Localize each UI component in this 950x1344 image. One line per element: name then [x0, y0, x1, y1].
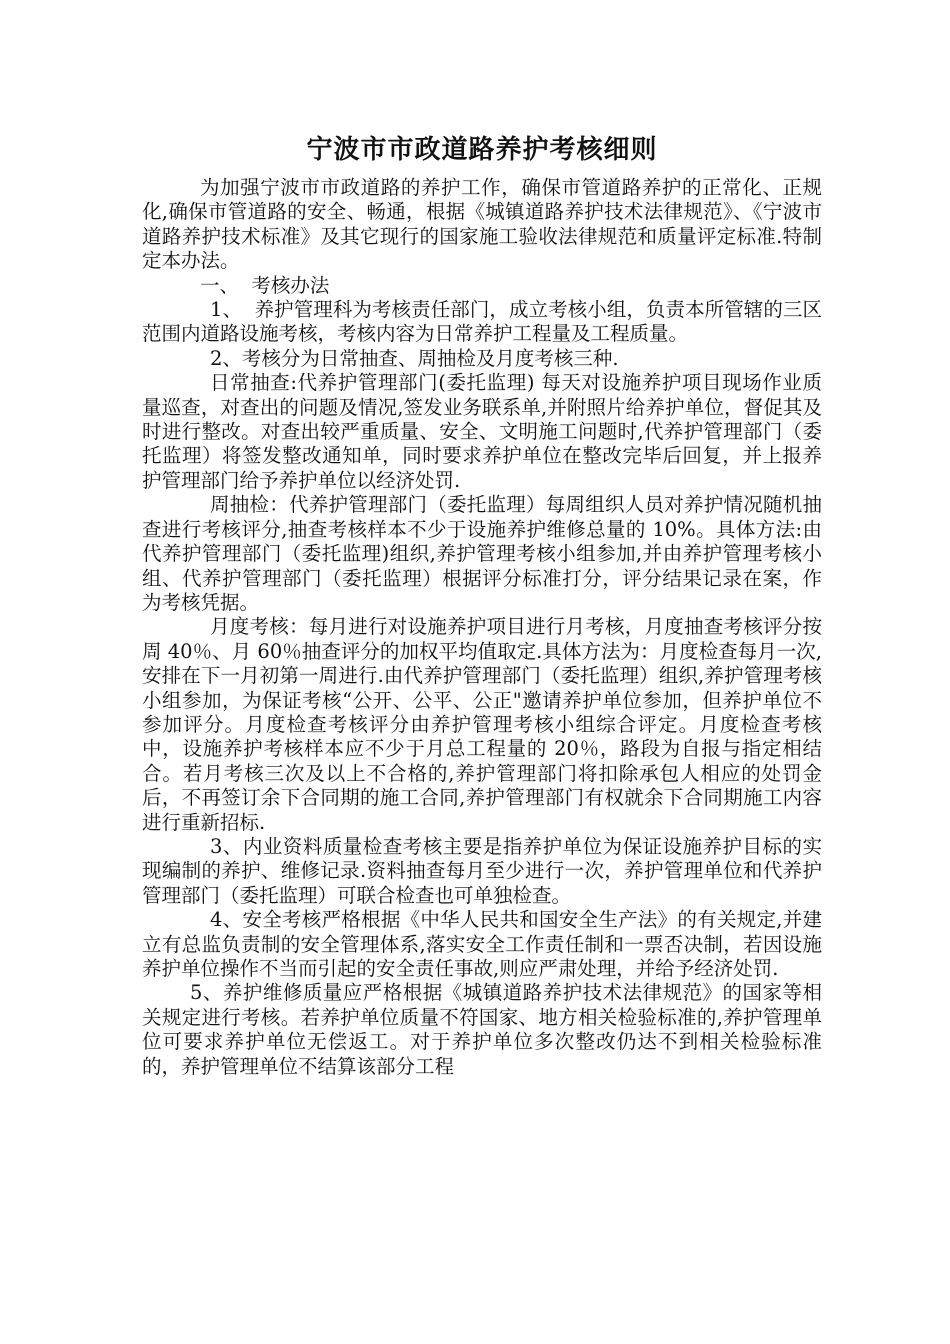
weekly-check-paragraph: 周抽检：代养护管理部门（委托监理）每周组织人员对养护情况随机抽查进行考核评分,抽查考核样本不少于设施养护维修总量的 10%。具体方法:由代养护管理部门（委托监理)组织,养护管理考核小组参加,并由养护管理考核小组、代养护管理部门（委托监理）根据评分标准打分，评分结果记录在案，作为考核凭据。: [142, 493, 822, 614]
document-title: 宁波市市政道路养护考核细则: [306, 135, 658, 165]
item-4-paragraph: 4、安全考核严格根据《中华人民共和国安全生产法》的有关规定,并建立有总监负责制的安全管理体系,落实安全工作责任制和一票否决制，若因设施养护单位操作不当而引起的安全责任事故,则应严肃处理，并给予经济处罚.: [142, 908, 822, 980]
section-heading-assessment-method: 一、 考核办法: [200, 273, 330, 297]
item-1-paragraph: 1、 养护管理科为考核责任部门，成立考核小组，负责本所管辖的三区范围内道路设施考核，考核内容为日常养护工程量及工程质量。: [142, 298, 822, 346]
daily-check-paragraph: 日常抽查:代养护管理部门(委托监理) 每天对设施养护项目现场作业质量巡查，对查出的问题及情况,签发业务联系单,并附照片给养护单位，督促其及时进行整改。对查出较严重质量、安全、文明施工问题时,代养护管理部门（委托监理）将签发整改通知单，同时要求养护单位在整改完毕后回复，并上报养护管理部门给予养护单位以经济处罚.: [142, 371, 822, 492]
intro-paragraph: 为加强宁波市市政道路的养护工作，确保市管道路养护的正常化、正规化,确保市管道路的安全、畅通，根据《城镇道路养护技术法律规范》、《宁波市道路养护技术标准》及其它现行的国家施工验收法律规范和质量评定标准.特制定本办法。: [142, 176, 822, 273]
item-3-paragraph: 3、内业资料质量检查考核主要是指养护单位为保证设施养护目标的实现编制的养护、维修记录.资料抽查每月至少进行一次，养护管理单位和代养护管理部门（委托监理）可联合检查也可单独检查。: [142, 834, 822, 907]
item-2-paragraph: 2、考核分为日常抽查、周抽检及月度考核三种.: [210, 346, 619, 370]
monthly-check-paragraph: 月度考核：每月进行对设施养护项目进行月考核，月度抽查考核评分按周 40％、月 60％抽查评分的加权平均值取定.具体方法为：月度检查每月一次,安排在下一月初第一周进行.由代养护管理部门（委托监理）组织,养护管理考核小组参加，为保证考核“公开、公平、公正"邀请养护单位参加，但养护单位不参加评分。月度检查考核评分由养护管理考核小组综合评定。月度检查考核中，设施养护考核样本应不少于月总工程量的 20％，路段为自报与指定相结合。若月考核三次及以上不合格的,养护管理部门将扣除承包人相应的处罚金后，不再签订余下合同期的施工合同,养护管理部门有权就余下合同期施工内容进行重新招标.: [142, 615, 822, 834]
document-page: [142, 132, 822, 1079]
item-5-paragraph: 5、养护维修质量应严格根据《城镇道路养护技术法律规范》的国家等相关规定进行考核。若养护单位质量不符国家、地方相关检验标准的,养护管理单位可要求养护单位无偿返工。对于养护单位多次整改仍达不到相关检验标准的，养护管理单位不结算该部分工程: [142, 981, 822, 1078]
